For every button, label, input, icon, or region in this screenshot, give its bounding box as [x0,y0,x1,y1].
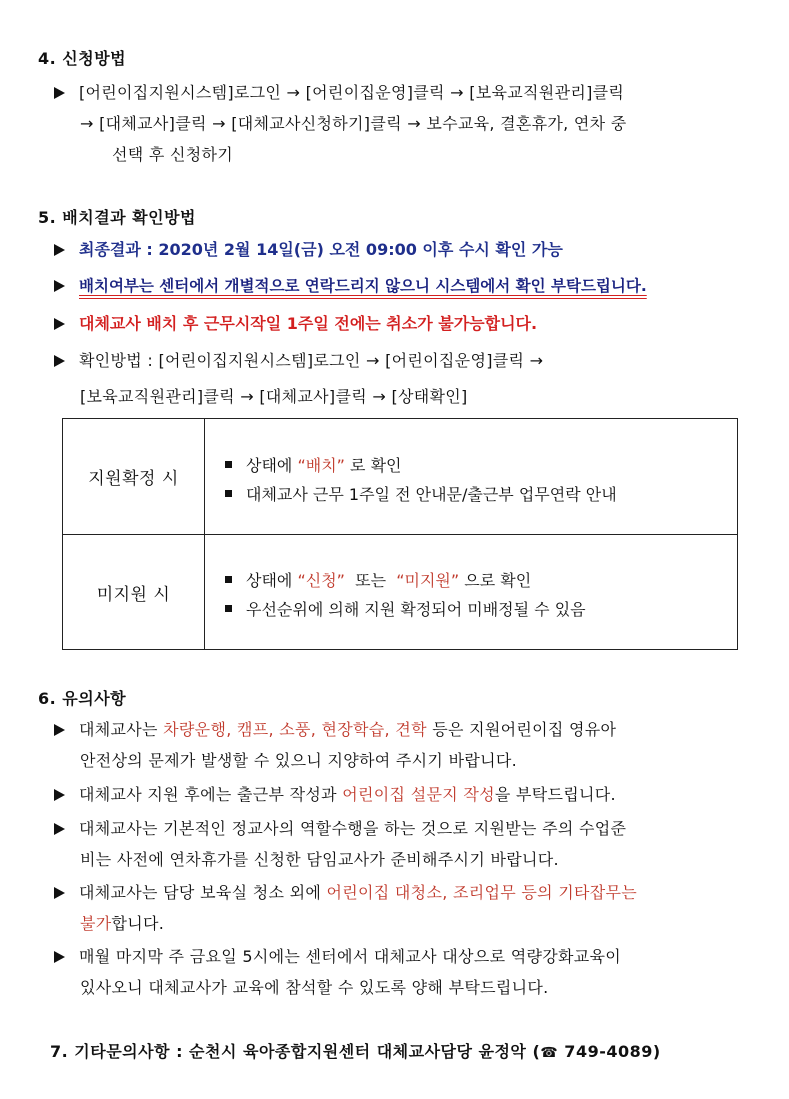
triangle-bullet-icon [54,887,65,899]
final-result-line [54,237,563,260]
unsupported-b1-mid: 또는 [344,571,397,590]
confirmed-status-value: “배치” [297,456,345,475]
triangle-bullet-icon [54,951,65,963]
final-result-text: 최종결과 : 2020년 2월 14일(금) 오전 09:00 이후 수시 확인 가능 [79,240,563,259]
triangle-bullet-icon [54,318,65,330]
unsupported-status-value: “미지원” [396,571,460,590]
section-7-contact [50,1039,661,1062]
status-table [62,418,738,650]
note-3-line-1 [54,816,626,839]
note-4-suffix: 합니다. [111,914,165,933]
triangle-bullet-icon [54,87,65,99]
note-5-line-2: 있사오니 대체교사가 교육에 참석할 수 있도록 양해 부탁드립니다. [80,978,549,997]
note-2-highlight: 어린이집 설문지 작성 [342,785,495,804]
status-body-unsupported [205,535,737,649]
note-2-line [54,782,616,805]
square-bullet-icon [225,576,232,583]
confirmed-bullet-1 [225,453,402,476]
triangle-bullet-icon [54,823,65,835]
section-6-heading: 6. 유의사항 [38,689,127,708]
confirmed-b1-prefix: 상태에 [246,456,298,475]
note-4-line-1 [54,880,637,903]
triangle-bullet-icon [54,355,65,367]
note-3-line-2: 비는 사전에 연차휴가를 신청한 담임교사가 준비해주시기 바랍니다. [80,850,559,869]
note-4-highlight: 어린이집 대청소, 조리업무 등의 기타잡무는 [326,883,638,902]
square-bullet-icon [225,605,232,612]
note-1-prefix: 대체교사는 [79,720,164,739]
note-5-line-1 [54,944,621,967]
unsupported-b2-text: 우선순위에 의해 지원 확정되어 미배정될 수 있음 [246,600,586,619]
confirmed-bullet-2 [225,482,617,505]
status-row-confirmed [63,419,737,535]
note-4-prefix: 대체교사는 담당 보육실 청소 외에 [79,883,327,902]
contact-prefix: 7. 기타문의사항 : 순천시 육아종합지원센터 대체교사담당 윤정악 ( [50,1042,541,1061]
note-2-suffix: 을 부탁드립니다. [494,785,616,804]
check-method-line-1 [54,348,543,371]
note-1-suffix: 등은 지원어린이집 영유아 [426,720,617,739]
apply-method-line-3: 선택 후 신청하기 [112,145,234,164]
triangle-bullet-icon [54,280,65,292]
check-method-line-2: [보육교직원관리]클릭 → [대체교사]클릭 → [상태확인] [80,387,468,406]
triangle-bullet-icon [54,244,65,256]
square-bullet-icon [225,490,232,497]
triangle-bullet-icon [54,789,65,801]
confirmed-b1-suffix: 로 확인 [344,456,402,475]
contact-phone: 749-4089) [558,1042,661,1061]
note-1-line-2: 안전상의 문제가 발생할 수 있으니 지양하여 주시기 바랍니다. [80,751,517,770]
note-4-line-2 [80,911,164,934]
note-1-line-1 [54,717,616,740]
confirmed-b2-text: 대체교사 근무 1주일 전 안내문/출근부 업무연락 안내 [246,485,617,504]
apply-status-value: “신청” [297,571,345,590]
unsupported-bullet-1 [225,568,531,591]
section-4-heading: 4. 신청방법 [38,49,127,68]
triangle-bullet-icon [54,724,65,736]
apply-method-text-1: [어린이집지원시스템]로그인 → [어린이집운영]클릭 → [보육교직원관리]클릭 [79,83,625,102]
note-1-highlight: 차량운행, 캠프, 소풍, 현장학습, 견학 [163,720,427,739]
individual-notice-line [54,274,647,296]
individual-notice-text: 배치여부는 센터에서 개별적으로 연락드리지 않으니 시스템에서 확인 부탁드립니다. [79,277,647,295]
status-label-unsupported: 미지원 시 [63,535,205,649]
unsupported-b1-suffix: 으로 확인 [459,571,532,590]
phone-icon: ☎ [540,1045,559,1061]
note-4-highlight-2: 불가 [80,914,112,933]
note-2-prefix: 대체교사 지원 후에는 출근부 작성과 [79,785,343,804]
cancel-notice-text: 대체교사 배치 후 근무시작일 1주일 전에는 취소가 불가능합니다. [79,314,538,333]
note-3-text-1: 대체교사는 기본적인 정교사의 역할수행을 하는 것으로 지원받는 주의 수업준 [79,819,627,838]
cancel-notice-line [54,311,537,334]
status-row-unsupported [63,535,737,649]
section-5-heading: 5. 배치결과 확인방법 [38,208,196,227]
square-bullet-icon [225,461,232,468]
unsupported-b1-prefix: 상태에 [246,571,298,590]
note-5-text-1: 매월 마지막 주 금요일 5시에는 센터에서 대체교사 대상으로 역량강화교육이 [79,947,622,966]
status-body-confirmed [205,419,737,534]
apply-method-line-1 [54,80,624,103]
unsupported-bullet-2 [225,597,586,620]
apply-method-line-2: → [대체교사]클릭 → [대체교사신청하기]클릭 → 보수교육, 결혼휴가, 연차 중 [80,114,627,133]
check-method-text-1: 확인방법 : [어린이집지원시스템]로그인 → [어린이집운영]클릭 → [79,351,544,370]
status-label-confirmed: 지원확정 시 [63,419,205,534]
